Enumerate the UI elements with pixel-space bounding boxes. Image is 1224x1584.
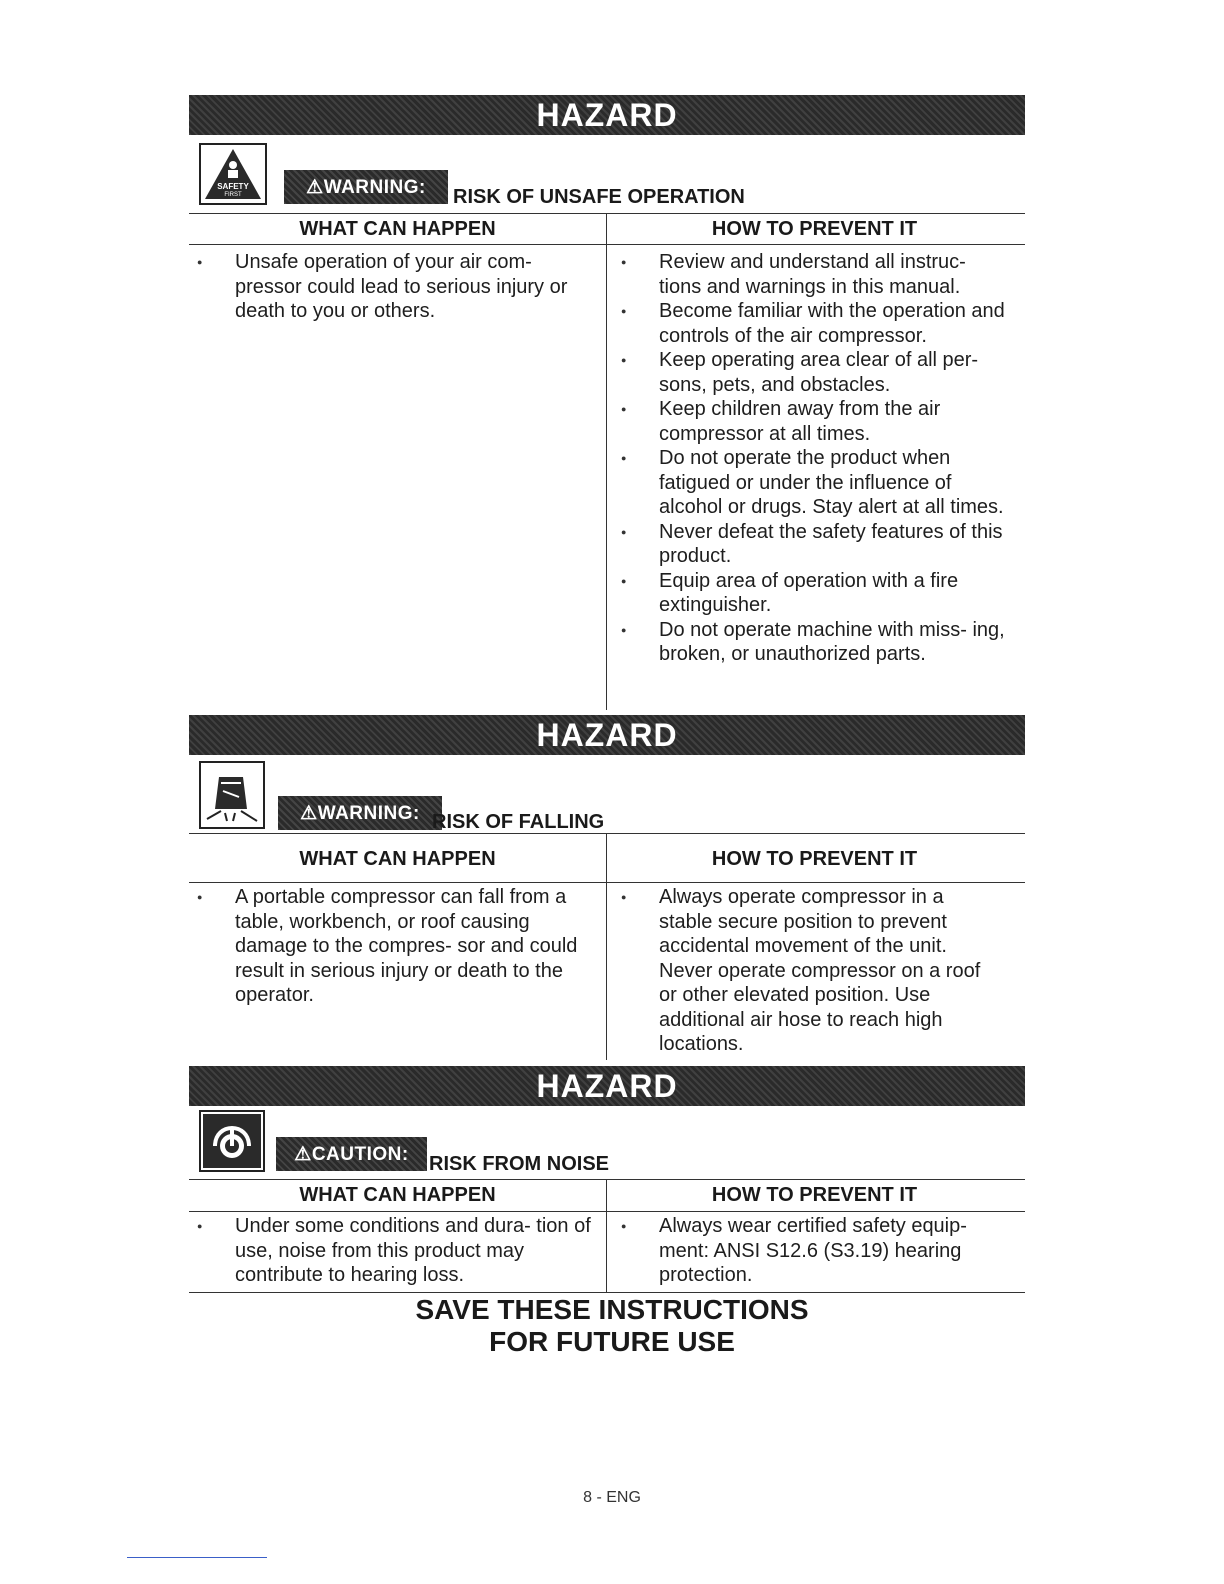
what-can-happen-list xyxy=(189,250,594,324)
what-can-happen-header: WHAT CAN HAPPEN xyxy=(299,1184,496,1206)
caution-badge xyxy=(276,1137,427,1171)
future-use-heading: FOR FUTURE USE xyxy=(489,1326,735,1357)
how-to-prevent-list xyxy=(613,250,1013,667)
list-item: ● Do not operate the product when fatigued or under the influence of alcohol or drugs. Stay alert at all times. xyxy=(613,446,1013,520)
what-can-happen-header: WHAT CAN HAPPEN xyxy=(299,218,496,240)
what-can-happen-list xyxy=(189,885,584,1008)
list-item: ● Unsafe operation of your air com- pressor could lead to serious injury or death to you or others. xyxy=(189,250,594,324)
save-instructions-heading: SAVE THESE INSTRUCTIONS xyxy=(415,1294,809,1325)
hazard-banner xyxy=(189,95,1025,135)
list-item: ● Always operate compressor in a stable secure position to prevent accidental movement of the unit. Never operate compressor on a roof or other elevated position. Use additional air hose to reach high locations. xyxy=(613,885,993,1057)
list-item: ● Equip area of operation with a fire extinguisher. xyxy=(613,569,1013,618)
footer-rule xyxy=(127,1557,267,1558)
list-item: ● Keep children away from the air compressor at all times. xyxy=(613,397,1013,446)
hazard-banner-text: HAZARD xyxy=(536,716,678,753)
warning-badge xyxy=(284,170,448,204)
warning-badge xyxy=(278,796,442,830)
divider xyxy=(189,213,1025,214)
risk-title: RISK OF UNSAFE OPERATION xyxy=(453,186,745,208)
list-item: ● Do not operate machine with miss- ing, broken, or unauthorized parts. xyxy=(613,618,1013,667)
falling-hazard-icon xyxy=(199,761,265,829)
column-divider xyxy=(606,833,607,1060)
svg-text:FIRST: FIRST xyxy=(224,192,242,198)
list-item: ● Become familiar with the operation and controls of the air compressor. xyxy=(613,299,1013,348)
what-can-happen-list xyxy=(189,1214,594,1288)
divider xyxy=(189,833,1025,834)
hazard-section-noise xyxy=(189,1066,1025,1296)
hazard-banner-text: HAZARD xyxy=(536,1067,678,1104)
hazard-banner xyxy=(189,715,1025,755)
warning-badge-text: ⚠WARNING: xyxy=(306,176,426,198)
hazard-section-falling xyxy=(189,715,1025,1060)
what-can-happen-header: WHAT CAN HAPPEN xyxy=(299,848,496,870)
how-to-prevent-header: HOW TO PREVENT IT xyxy=(711,1184,918,1206)
how-to-prevent-list xyxy=(613,885,993,1057)
divider xyxy=(189,1211,1025,1212)
list-item: ● Never defeat the safety features of this product. xyxy=(613,520,1013,569)
safety-first-icon xyxy=(199,143,267,205)
hazard-banner-text: HAZARD xyxy=(536,96,678,133)
warning-badge-text: ⚠WARNING: xyxy=(300,802,420,824)
divider xyxy=(189,1179,1025,1180)
svg-text:SAFETY: SAFETY xyxy=(217,182,249,191)
hazard-section-unsafe-operation xyxy=(189,95,1025,715)
column-divider xyxy=(606,1179,607,1292)
how-to-prevent-list xyxy=(613,1214,1013,1288)
caution-badge-text: ⚠CAUTION: xyxy=(294,1143,409,1165)
page-number: 8 - ENG xyxy=(583,1489,641,1506)
how-to-prevent-header: HOW TO PREVENT IT xyxy=(711,218,918,240)
divider xyxy=(189,244,1025,245)
list-item: ● A portable compressor can fall from a table, workbench, or roof causing damage to the compres- sor and could result in serious injury or death to the operator. xyxy=(189,885,584,1008)
column-divider xyxy=(606,213,607,710)
list-item: ● Keep operating area clear of all per- sons, pets, and obstacles. xyxy=(613,348,1013,397)
how-to-prevent-header: HOW TO PREVENT IT xyxy=(711,848,918,870)
list-item: ● Under some conditions and dura- tion of use, noise from this product may contribute to hearing loss. xyxy=(189,1214,594,1288)
hazard-banner xyxy=(189,1066,1025,1106)
risk-title: RISK FROM NOISE xyxy=(429,1153,610,1175)
list-item: ● Always wear certified safety equip- ment: ANSI S12.6 (S3.19) hearing protection. xyxy=(613,1214,1013,1288)
hearing-protection-icon xyxy=(199,1110,265,1172)
divider xyxy=(189,882,1025,883)
divider xyxy=(189,1292,1025,1293)
risk-title: RISK OF FALLING xyxy=(432,811,605,833)
list-item: ● Review and understand all instruc- tions and warnings in this manual. xyxy=(613,250,1013,299)
